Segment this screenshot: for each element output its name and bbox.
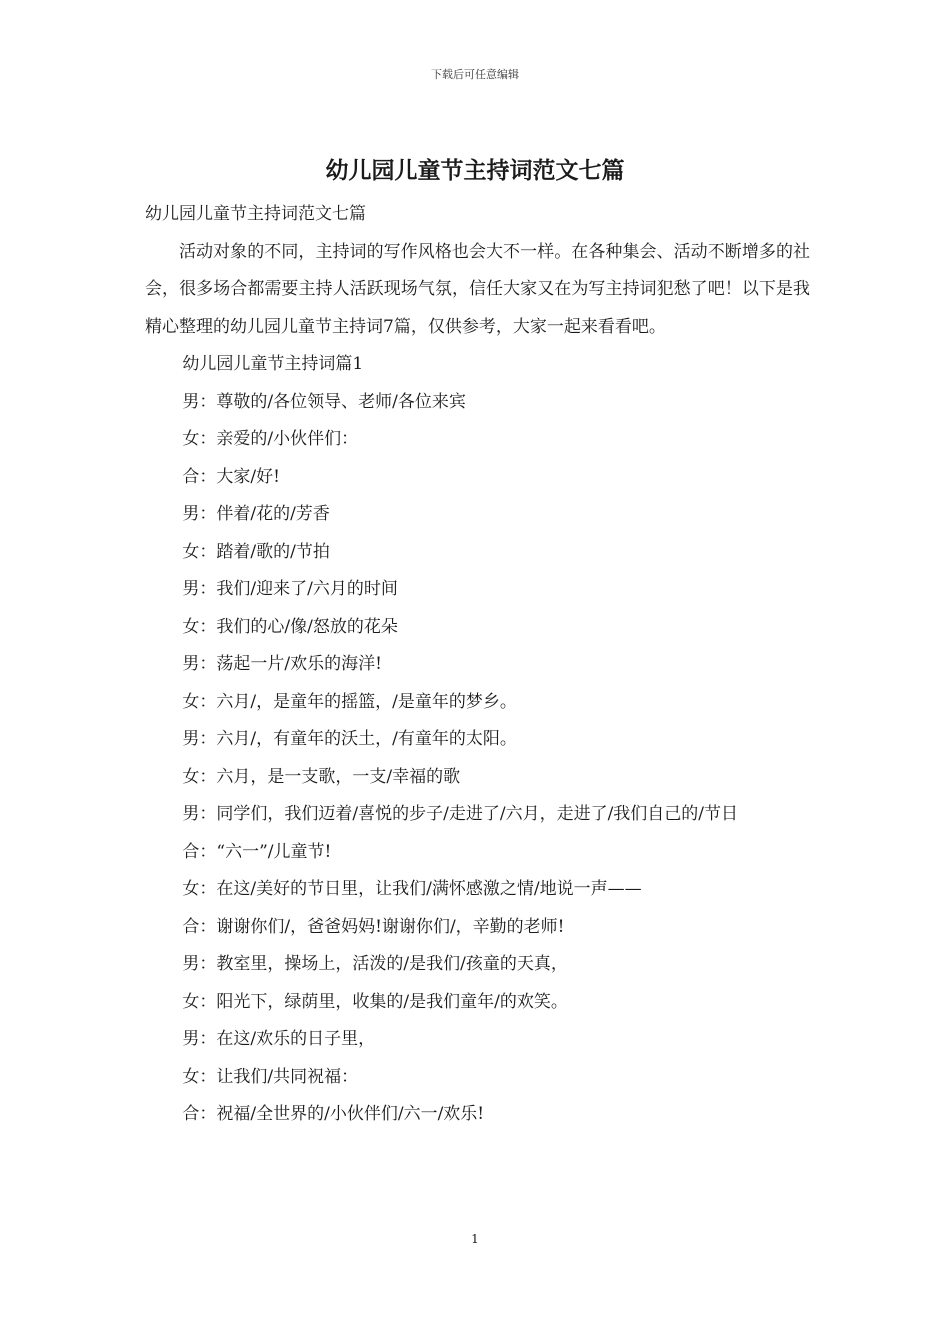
script-line: 女：六月，是一支歌，一支/幸福的歌 <box>182 766 461 787</box>
document-subtitle: 幼儿园儿童节主持词范文七篇 <box>145 204 366 224</box>
header-note: 下载后可任意编辑 <box>431 68 519 81</box>
script-line: 男：同学们，我们迈着/喜悦的步子/走进了/六月，走进了/我们自己的/节日 <box>182 804 739 824</box>
script-line: 合：“六一”/儿童节! <box>182 841 332 862</box>
script-line: 男：我们/迎来了/六月的时间 <box>182 579 398 599</box>
script-line: 合：祝福/全世界的/小伙伴们/六一/欢乐! <box>182 1104 485 1124</box>
intro-paragraph: 活动对象的不同，主持词的写作风格也会大不一样。在各种集会、活动不断增多的社会，很多场合都需要主持人活跃现场气氛，信任大家又在为写主持词犯愁了吧！以下是我精心整理的幼儿园儿童节主持词7篇，仅供参考，大家一起来看看吧。 <box>145 241 810 337</box>
script-line: 合：谢谢你们/，爸爸妈妈!谢谢你们/，辛勤的老师! <box>182 916 565 937</box>
document-body <box>145 196 810 1134</box>
script-line: 女：我们的心/像/怒放的花朵 <box>182 616 398 637</box>
script-line: 男：荡起一片/欢乐的海洋! <box>182 654 382 674</box>
section-heading: 幼儿园儿童节主持词篇1 <box>182 354 364 374</box>
script-line: 女：六月/，是童年的摇篮，/是童年的梦乡。 <box>182 691 517 712</box>
script-line: 合：大家/好! <box>182 466 280 487</box>
script-line: 女：踏着/歌的/节拍 <box>182 541 330 562</box>
script-line: 女：让我们/共同祝福： <box>182 1066 359 1087</box>
script-line: 男：教室里，操场上，活泼的/是我们/孩童的天真， <box>182 954 568 974</box>
script-line: 男：尊敬的/各位领导、老师/各位来宾 <box>182 391 466 412</box>
script-line: 女：阳光下，绿荫里，收集的/是我们童年/的欢笑。 <box>182 991 568 1012</box>
script-line: 男：在这/欢乐的日子里， <box>182 1029 376 1049</box>
page-number: 1 <box>471 1232 479 1246</box>
script-line: 男：伴着/花的/芳香 <box>182 504 330 524</box>
script-line: 男：六月/，有童年的沃土，/有童年的太阳。 <box>182 729 517 749</box>
document-title: 幼儿园儿童节主持词范文七篇 <box>325 157 625 184</box>
script-line: 女：亲爱的/小伙伴们： <box>182 429 359 449</box>
script-line: 女：在这/美好的节日里，让我们/满怀感激之情/地说一声—— <box>182 879 642 899</box>
